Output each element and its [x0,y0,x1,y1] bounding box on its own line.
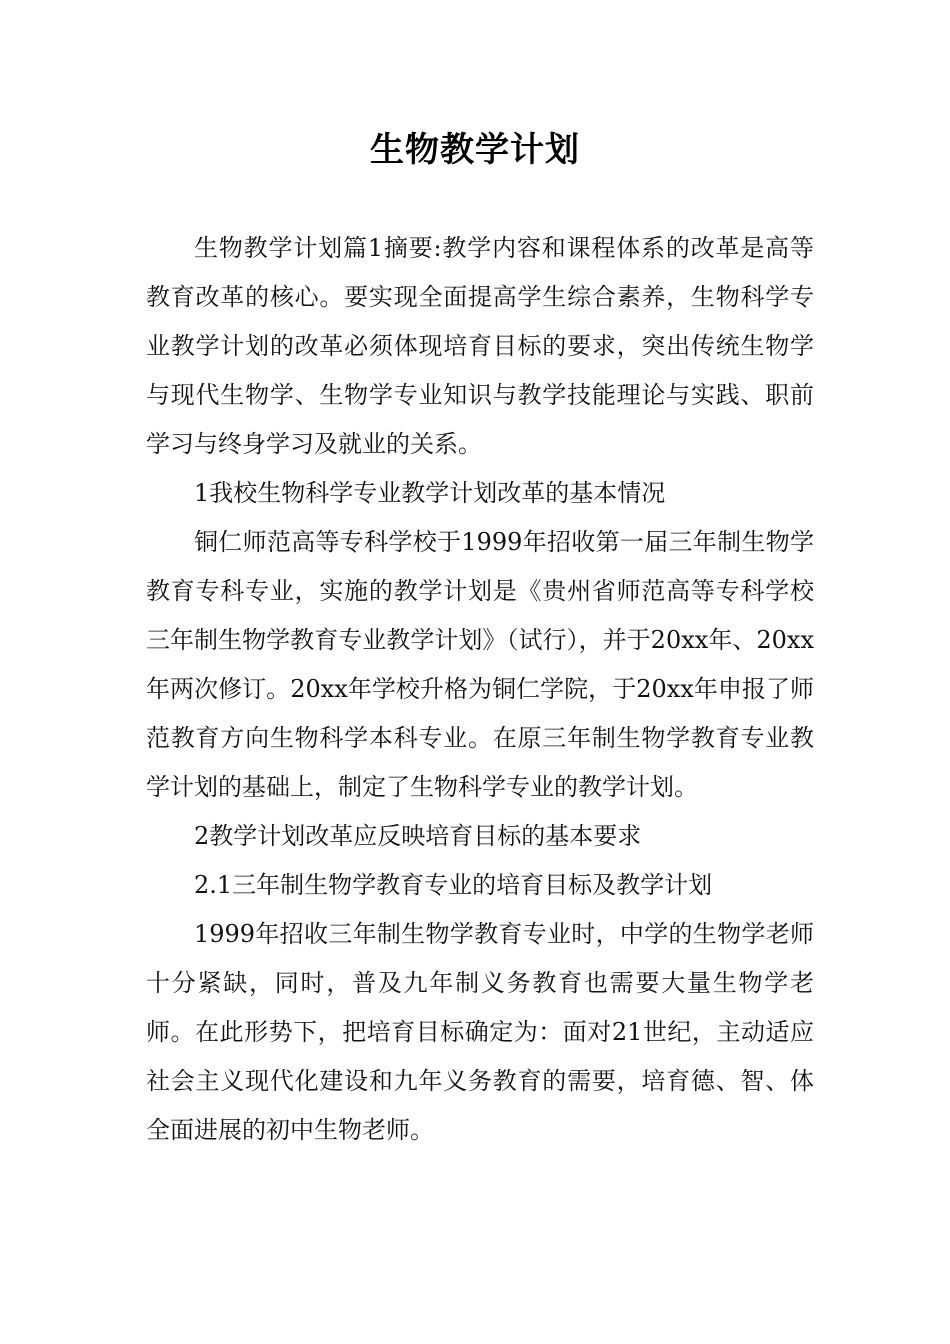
paragraph-background: 铜仁师范高等专科学校于1999年招收第一届三年制生物学教育专科专业，实施的教学计划是《贵州省师范高等专科学校三年制生物学教育专业教学计划》（试行），并于20xx年、20xx年两次修订。20xx年学校升格为铜仁学院，于20xx年申报了师范教育方向生物科学本科专业。在原三年制生物学教育专业教学计划的基础上，制定了生物科学专业的教学计划。 [146,528,814,801]
document-title: 生物教学计划 [370,130,580,170]
section-heading-1: 1我校生物科学专业教学计划改革的基本情况 [194,479,666,507]
paragraph-goals: 1999年招收三年制生物学教育专业时，中学的生物学老师十分紧缺，同时，普及九年制义务教育也需要大量生物学老师。在此形势下，把培育目标确定为：面对21世纪，主动适应社会主义现代化建设和九年义务教育的需要，培育德、智、体全面进展的初中生物老师。 [146,920,814,1144]
paragraph-abstract: 生物教学计划篇1摘要:教学内容和课程体系的改革是高等教育改革的核心。要实现全面提高学生综合素养，生物科学专业教学计划的改革必须体现培育目标的要求，突出传统生物学与现代生物学、生物学专业知识与教学技能理论与实践、职前学习与终身学习及就业的关系。 [146,234,814,458]
section-heading-2: 2教学计划改革应反映培育目标的基本要求 [194,822,642,850]
document-body [146,224,814,1155]
section-heading-2-1: 2.1三年制生物学教育专业的培育目标及教学计划 [194,871,713,899]
